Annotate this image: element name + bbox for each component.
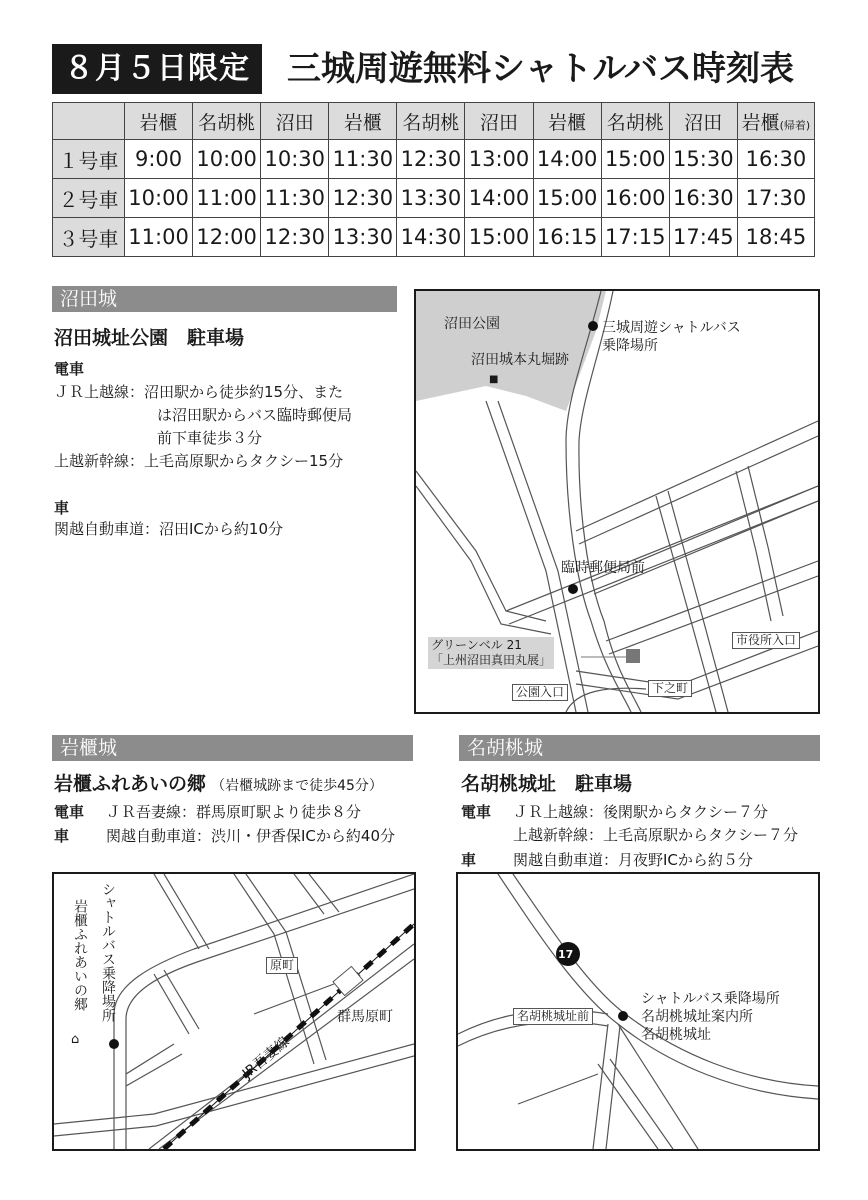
map-label-shimonomachi: 下之町: [648, 680, 692, 697]
numata-car-label: 車: [54, 499, 70, 517]
time-cell: 12:00: [193, 218, 261, 257]
iwabitsu-shuttle-dot: [109, 1039, 119, 1049]
post-office-stop-dot: [568, 584, 578, 594]
map-label-station: 群馬原町: [337, 1009, 393, 1025]
time-cell: 14:00: [533, 140, 601, 179]
table-row: [53, 140, 815, 179]
map-label-park: 沼田公園: [444, 316, 500, 332]
shuttle-stop-dot: [588, 321, 598, 331]
numata-section-header: 沼田城: [52, 286, 397, 312]
iwabitsu-place: 岩櫃ふれあいの郷: [54, 773, 207, 795]
header-cell: 沼田: [261, 103, 329, 140]
header-cell: 名胡桃: [601, 103, 669, 140]
time-cell: 16:30: [669, 179, 737, 218]
time-cell: 16:15: [533, 218, 601, 257]
time-cell: 13:00: [465, 140, 533, 179]
map-label-green-bell: [428, 637, 554, 669]
iwabitsu-place-note: （岩櫃城跡まで徒歩45分）: [211, 778, 383, 794]
time-cell: 14:00: [465, 179, 533, 218]
map-label-haramachi: 原町: [266, 957, 298, 974]
time-cell: 10:00: [125, 179, 193, 218]
iwabitsu-car-line: 関越自動車道：渋川・伊香保ICから約40分: [106, 827, 395, 845]
nagurumi-map-line: シャトルバス乗降場所: [641, 991, 780, 1007]
green-bell-line: 「上州沼田真田丸展」: [431, 653, 552, 667]
map-label-post: 臨時郵便局前: [561, 560, 645, 576]
iwabitsu-train-line: ＪＲ吾妻線：群馬原町駅より徒歩８分: [106, 803, 362, 821]
castle-icon: ■: [489, 374, 499, 385]
nagurumi-train-row: [461, 801, 798, 847]
iwabitsu-car-label: 車: [54, 827, 70, 845]
nagurumi-map-line: 名胡桃城址: [641, 1027, 711, 1043]
header-cell: 沼田: [465, 103, 533, 140]
page-title: 三城周遊無料シャトルバス時刻表: [287, 49, 794, 89]
time-cell: 9:00: [125, 140, 193, 179]
map-label-iwabitsu-shuttle: シャトルバス乗降場所: [100, 882, 116, 1022]
time-cell: 15:00: [465, 218, 533, 257]
iwabitsu-car-row: [54, 825, 395, 848]
iwabitsu-train-label: 電車: [54, 803, 85, 821]
row-label: ３号車: [53, 218, 125, 257]
map-label-park-entrance: 公園入口: [512, 684, 568, 701]
nagurumi-train-line: ＪＲ上越線：後閑駅からタクシー７分: [513, 803, 769, 821]
header-cell-last: [737, 103, 814, 140]
numata-train-line: 上越新幹線：上毛高原駅からタクシー15分: [54, 452, 344, 470]
house-icon: ⌂: [71, 1032, 80, 1047]
header-cell: 名胡桃: [193, 103, 261, 140]
iwabitsu-place-row: [54, 769, 383, 796]
time-cell: 10:00: [193, 140, 261, 179]
header-cell: 岩櫃: [125, 103, 193, 140]
return-note: (帰着): [779, 118, 811, 132]
time-cell: 17:30: [737, 179, 814, 218]
nagurumi-train-line: 上越新幹線：上毛高原駅からタクシー７分: [513, 826, 799, 844]
date-badge: ８月５日限定: [52, 44, 262, 94]
map-label-honmaru: 沼田城本丸堀跡: [471, 352, 569, 368]
time-cell: 12:30: [329, 179, 397, 218]
row-label: ２号車: [53, 179, 125, 218]
time-cell: 10:30: [261, 140, 329, 179]
time-cell: 14:30: [397, 218, 465, 257]
nagurumi-place: 名胡桃城址 駐車場: [461, 773, 633, 795]
map-label-shuttle-line: 乗降場所: [602, 338, 658, 354]
numata-train-line: は沼田駅からバス臨時郵便局: [157, 406, 353, 424]
iwabitsu-train-row: [54, 801, 361, 824]
time-cell: 11:00: [193, 179, 261, 218]
nagurumi-section-header: 名胡桃城: [459, 735, 820, 761]
timetable-header-row: [53, 103, 815, 140]
time-cell: 13:30: [397, 179, 465, 218]
nagurumi-train-label: 電車: [461, 803, 492, 821]
time-cell: 15:00: [533, 179, 601, 218]
corner-cell: [53, 103, 125, 140]
numata-car-line: 関越自動車道：沼田ICから約10分: [54, 520, 283, 538]
header-cell: 名胡桃: [397, 103, 465, 140]
time-cell: 11:30: [329, 140, 397, 179]
nagurumi-shuttle-dot: [618, 1011, 628, 1021]
nagurumi-map-line: 名胡桃城址案内所: [641, 1009, 753, 1025]
time-cell: 12:30: [261, 218, 329, 257]
green-bell-line: グリーンベル 21: [431, 638, 522, 652]
map-label-nagurumi: [641, 990, 780, 1044]
time-cell: 13:30: [329, 218, 397, 257]
nagurumi-train-lines: [513, 801, 798, 847]
header-cell: 沼田: [669, 103, 737, 140]
header-cell: 岩櫃: [533, 103, 601, 140]
time-cell: 15:00: [601, 140, 669, 179]
time-cell: 17:15: [601, 218, 669, 257]
numata-map: [414, 289, 820, 714]
numata-train-line: 前下車徒歩３分: [157, 429, 263, 447]
map-label-nagurumi-stop: 名胡桃城址前: [513, 1008, 593, 1025]
time-cell: 11:00: [125, 218, 193, 257]
time-cell: 16:30: [737, 140, 814, 179]
map-label-shuttle-line: 三城周遊シャトルバス: [602, 320, 741, 336]
header-cell: 岩櫃: [329, 103, 397, 140]
time-cell: 16:00: [601, 179, 669, 218]
route-17-label: 17: [558, 948, 574, 961]
numata-train-label: 電車: [54, 360, 85, 378]
numata-train-info: [54, 381, 399, 473]
time-cell: 11:30: [261, 179, 329, 218]
map-label-shuttle: [602, 319, 741, 355]
table-row: [53, 218, 815, 257]
table-row: [53, 179, 815, 218]
numata-train-line: ＪＲ上越線：沼田駅から徒歩約15分、また: [54, 383, 344, 401]
map-label-fureai: 岩櫃ふれあいの郷: [72, 899, 88, 1011]
iwabitsu-map: [52, 872, 416, 1151]
timetable: [52, 102, 815, 257]
time-cell: 15:30: [669, 140, 737, 179]
map-label-jr-line: JR吾妻線: [239, 1033, 293, 1083]
green-bell-marker: [626, 649, 640, 663]
header-cell-text: 岩櫃: [741, 111, 780, 134]
time-cell: 18:45: [737, 218, 814, 257]
iwabitsu-section-header: 岩櫃城: [52, 735, 413, 761]
nagurumi-car-row: [461, 849, 753, 872]
row-label: １号車: [53, 140, 125, 179]
nagurumi-map: [456, 872, 820, 1151]
numata-place: 沼田城址公園 駐車場: [54, 327, 245, 349]
nagurumi-car-label: 車: [461, 851, 477, 869]
nagurumi-car-line: 関越自動車道：月夜野ICから約５分: [513, 851, 753, 869]
map-label-city-hall: 市役所入口: [732, 632, 800, 649]
time-cell: 12:30: [397, 140, 465, 179]
time-cell: 17:45: [669, 218, 737, 257]
